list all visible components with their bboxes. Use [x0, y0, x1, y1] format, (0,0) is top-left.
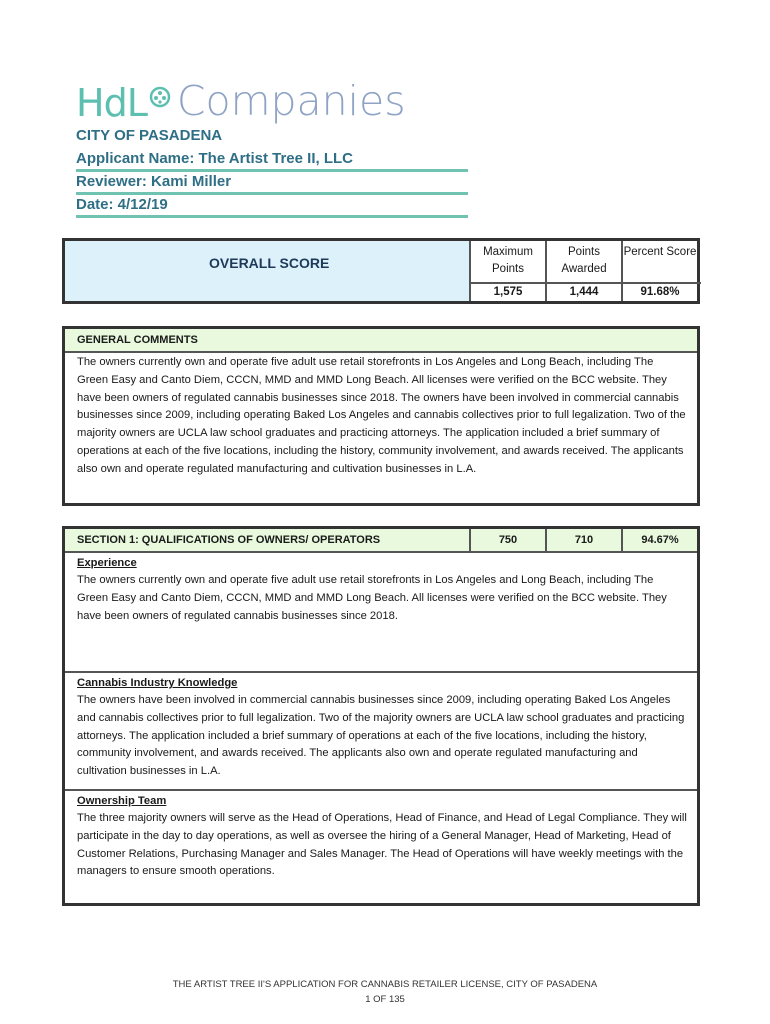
city-title: CITY OF PASADENA [76, 127, 223, 144]
points-awarded-value: 1,444 [569, 286, 599, 298]
reviewer-name: Reviewer: Kami Miller [76, 172, 468, 195]
footer-title: THE ARTIST TREE II'S APPLICATION FOR CANNABIS RETAILER LICENSE, CITY OF PASADENA [172, 979, 598, 990]
applicant-name: Applicant Name: The Artist Tree II, LLC [76, 149, 468, 172]
ownership-team-title: Ownership Team [77, 795, 167, 807]
experience-title: Experience [77, 557, 137, 569]
general-comments-title: GENERAL COMMENTS [65, 329, 697, 353]
hdl-companies-logo [76, 74, 406, 125]
section-1-percent: 94.67% [641, 534, 679, 546]
section-1-header [65, 529, 697, 553]
overall-score-table [62, 238, 700, 304]
section-1-points-awarded: 710 [574, 534, 594, 546]
percent-score-header: Percent Score [623, 246, 697, 258]
logo-brand: HdL [76, 81, 147, 125]
cannabis-knowledge-text: The owners have been involved in commercial cannabis businesses since 2009, including operating Baked Los Angeles and cannabis collectives prior to full legalization. Two of the majority owners are UCLA law school graduates and practicing attorneys. The application included a brief summary of operations at each of the five locations, including the history, community involvement, and awards received. The applicants also own and operate regulated manufacturing and cultivation businesses in L.A. [77, 694, 685, 778]
experience-text: The owners currently own and operate five adult use retail storefronts in Los Angeles and Long Beach, including The Green Easy and Canto Diem, CCCN, MMD and MMD Long Beach. All licenses were verified on the BCC website. They have been owners of regulated cannabis businesses since 2018. [77, 574, 667, 622]
section-1-box [62, 526, 700, 906]
maximum-points-value: 1,575 [493, 286, 523, 298]
ownership-team-text: The three majority owners will serve as the Head of Operations, Head of Finance, and Head of Legal Compliance. They will participate in the day to day operations, as well as oversee the hiring of a General Manager, Head of Marketing, Head of Customer Relations, Purchasing Manager and Sales Manager. The Head of Operations will have weekly meetings with the managers to ensure smooth operations. [77, 812, 687, 878]
logo-globe-icon [149, 86, 171, 108]
cannabis-knowledge-title: Cannabis Industry Knowledge [77, 677, 238, 689]
logo-suffix: Companies [176, 77, 406, 125]
overall-score-label-cell [65, 241, 471, 301]
ownership-team-block [65, 791, 697, 881]
section-1-title: SECTION 1: QUALIFICATIONS OF OWNERS/ OPERATORS [77, 534, 381, 546]
points-awarded-header: Points Awarded [561, 246, 607, 275]
page-number: 1 OF 135 [365, 994, 405, 1005]
experience-block [65, 553, 697, 673]
section-1-max-points: 750 [498, 534, 518, 546]
maximum-points-header: Maximum Points [483, 246, 533, 275]
review-date: Date: 4/12/19 [76, 195, 468, 218]
overall-score-label: OVERALL SCORE [209, 255, 330, 271]
row-divider [469, 282, 701, 284]
general-comments-box [62, 326, 700, 506]
cannabis-knowledge-block [65, 673, 697, 791]
percent-score-value: 91.68% [640, 286, 680, 298]
general-comments-text: The owners currently own and operate five adult use retail storefronts in Los Angeles and Long Beach, including The Green Easy and Canto Diem, CCCN, MMD and MMD Long Beach. All licenses were verified on the BCC website. They have been owners of regulated cannabis businesses since 2018. The owners have been involved in commercial cannabis businesses since 2009, including operating Baked Los Angeles and cannabis collectives prior to full legalization. Two of the majority owners are UCLA law school graduates and practicing attorneys. The application included a brief summary of operations at each of the five locations, including the history, community involvement, and awards received. The applicants also own and operate regulated manufacturing and cultivation businesses in L.A. [77, 356, 686, 475]
